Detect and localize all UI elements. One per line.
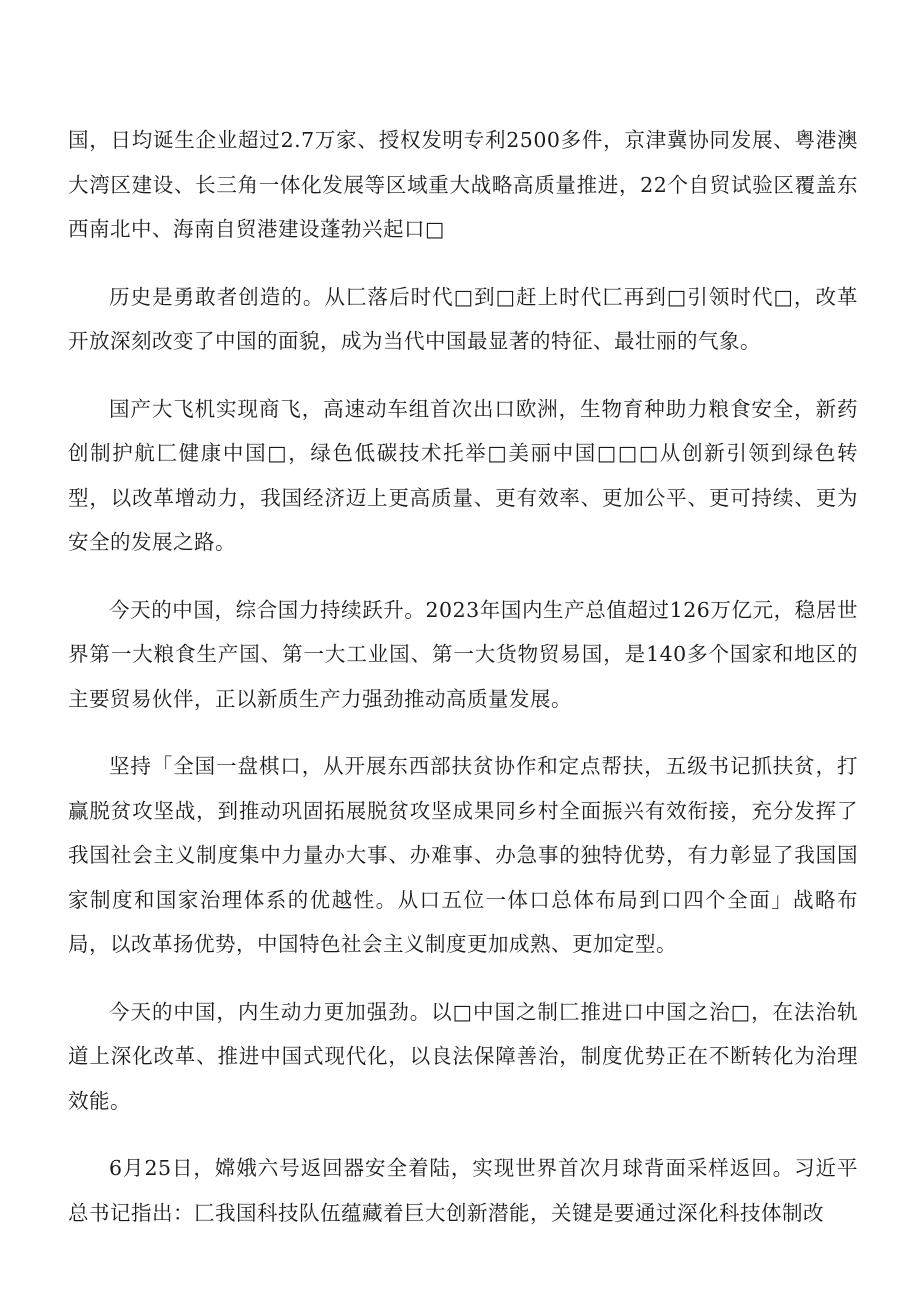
paragraph-3: 国产大飞机实现商飞，高速动车组首次出口欧洲，生物育种助力粮食安全，新药创制护航匚健康中国□，绿色低碳技术托举□美丽中国□□□从创新引领到绿色转型，以改革增动力，我国经济迈上更高质量、更有效率、更加公平、更可持续、更为安全的发展之路。 [68, 396, 858, 554]
paragraph-6: 今天的中国，内生动力更加强劲。以□中国之制匚推进口中国之治□，在法治轨道上深化改革、推进中国式现代化，以良法保障善治，制度优势正在不断转化为治理效能。 [68, 999, 858, 1113]
paragraph-1: 国，日均诞生企业超过2.7万家、授权发明专利2500多件，京津冀协同发展、粤港澳大湾区建设、长三角一体化发展等区域重大战略高质量推进，22个自贸试验区覆盖东西南北中、海南自贸港建设蓬勃兴起口□ [68, 128, 858, 241]
paragraph-5: 坚持「全国一盘棋口，从开展东西部扶贫协作和定点帮扶，五级书记抓扶贫，打赢脱贫攻坚战，到推动巩固拓展脱贫攻坚成果同乡村全面振兴有效衔接，充分发挥了我国社会主义制度集中力量办大事、办难事、办急事的独特优势，有力彰显了我国国家制度和国家治理体系的优越性。从口五位一体口总体布局到口四个全面」战略布局，以改革扬优势，中国特色社会主义制度更加成熟、更加定型。 [68, 754, 858, 956]
document-body [68, 118, 858, 1258]
paragraph-2: 历史是勇敢者创造的。从匚落后时代□到□赶上时代匚再到□引领时代□，改革开放深刻改变了中国的面貌，成为当代中国最显著的特征、最壮丽的气象。 [68, 284, 858, 353]
paragraph-7: 6月25日，嫦娥六号返回器安全着陆，实现世界首次月球背面采样返回。习近平总书记指出：匚我国科技队伍蕴藏着巨大创新潜能，关键是要通过深化科技体制改 [68, 1156, 858, 1225]
paragraph-4: 今天的中国，综合国力持续跃升。2023年国内生产总值超过126万亿元，稳居世界第一大粮食生产国、第一大工业国、第一大货物贸易国，是140多个国家和地区的主要贸易伙伴，正以新质生产力强劲推动高质量发展。 [68, 597, 858, 711]
